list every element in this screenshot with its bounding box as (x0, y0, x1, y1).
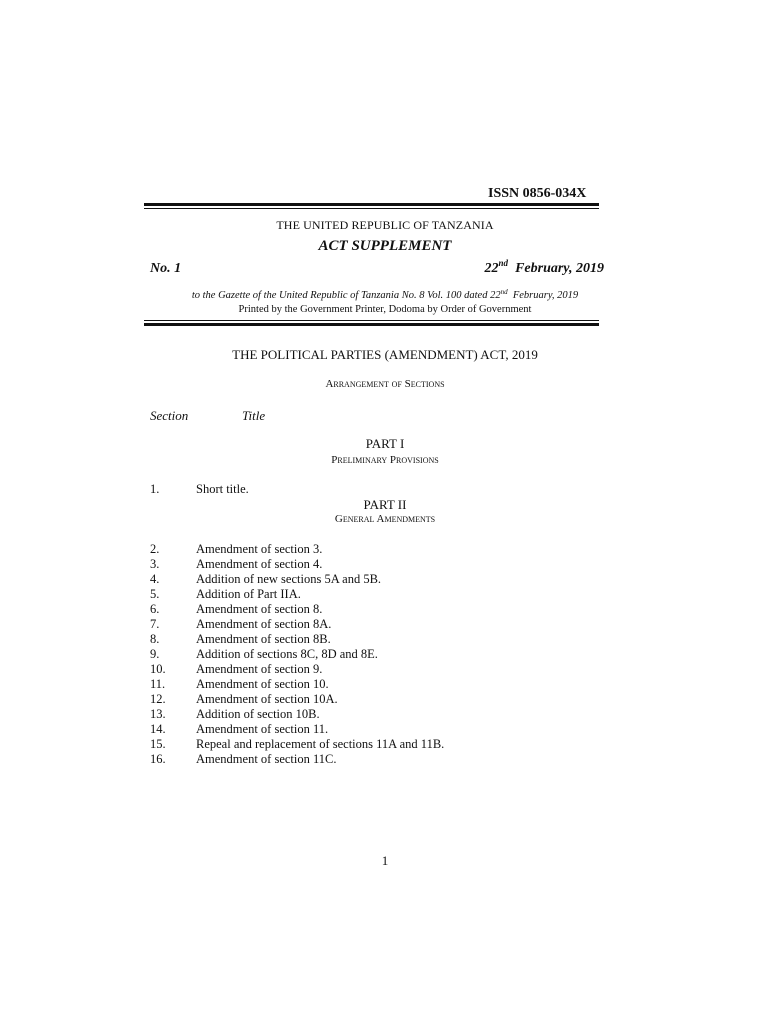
section-title: Amendment of section 4. (196, 557, 323, 571)
section-number: 11. (150, 677, 166, 691)
supplement-date (484, 258, 604, 277)
section-title: Amendment of section 10A. (196, 692, 338, 706)
act-title: THE POLITICAL PARTIES (AMENDMENT) ACT, 2019 (232, 347, 538, 362)
section-title: Amendment of section 8B. (196, 632, 331, 646)
list-item (0, 662, 770, 677)
header-rule-top-thick (144, 203, 599, 206)
header-rule-bottom-thin (144, 320, 599, 321)
section-title: Addition of section 10B. (196, 707, 320, 721)
part-1-subtitle: Preliminary Provisions (331, 454, 439, 466)
section-number: 10. (150, 662, 166, 676)
list-item (0, 587, 770, 602)
list-item (0, 752, 770, 767)
date-day: 22 (484, 261, 499, 276)
section-title: Addition of new sections 5A and 5B. (196, 572, 382, 586)
section-title: Amendment of section 8A. (196, 617, 332, 631)
section-number: 7. (150, 617, 160, 631)
supplement-heading: ACT SUPPLEMENT (318, 238, 452, 254)
header-rule-bottom-thick (144, 323, 599, 326)
list-item (0, 542, 770, 557)
list-item (0, 692, 770, 707)
issn-number: ISSN 0856-034X (488, 186, 587, 201)
list-item (0, 557, 770, 572)
list-item (0, 722, 770, 737)
section-number: 12. (150, 692, 166, 706)
list-item (0, 602, 770, 617)
section-title: Amendment of section 10. (196, 677, 329, 691)
column-header-title: Title (242, 408, 266, 423)
republic-heading: THE UNITED REPUBLIC OF TANZANIA (276, 218, 494, 232)
page-number: 1 (381, 853, 389, 868)
section-title: Addition of sections 8C, 8D and 8E. (196, 647, 378, 661)
arrangement-heading: Arrangement of Sections (325, 378, 445, 390)
part-2-label: PART II (363, 497, 407, 512)
section-number: 9. (150, 647, 160, 661)
gazette-reference (0, 290, 770, 301)
part-2-subtitle: General Amendments (334, 513, 436, 525)
section-number: 4. (150, 572, 160, 586)
list-item (0, 572, 770, 587)
section-title: Addition of Part IIA. (196, 587, 301, 601)
section-number: 2. (150, 542, 160, 556)
printer-note: Printed by the Government Printer, Dodoma by Order of Government (238, 304, 532, 315)
column-header-section: Section (150, 408, 189, 423)
section-title: Short title. (196, 482, 249, 496)
section-number: 8. (150, 632, 160, 646)
section-number: 16. (150, 752, 166, 766)
section-title: Repeal and replacement of sections 11A and 11B. (196, 737, 445, 751)
gazette-prefix: to the Gazette of the United Republic of Tanzania No. 8 Vol. 100 dated 22 (191, 290, 501, 301)
supplement-number: No. 1 (150, 261, 182, 276)
section-title: Amendment of section 11. (196, 722, 329, 736)
section-number: 15. (150, 737, 166, 751)
section-number: 6. (150, 602, 160, 616)
list-item (0, 707, 770, 722)
header-rule-top-thin (144, 208, 599, 209)
section-title: Amendment of section 8. (196, 602, 323, 616)
list-item (0, 737, 770, 752)
gazette-suffix: nd (500, 288, 508, 296)
gazette-rest: February, 2019 (512, 290, 579, 301)
list-item (0, 482, 770, 497)
date-rest: February, 2019 (515, 261, 604, 276)
section-number: 5. (150, 587, 160, 601)
section-number: 14. (150, 722, 166, 736)
section-title: Amendment of section 11C. (196, 752, 337, 766)
list-item (0, 647, 770, 662)
list-item (0, 677, 770, 692)
section-title: Amendment of section 9. (196, 662, 323, 676)
list-item (0, 617, 770, 632)
section-number: 1. (150, 482, 160, 496)
section-number: 13. (150, 707, 166, 721)
list-item (0, 632, 770, 647)
section-title: Amendment of section 3. (196, 542, 323, 556)
part-1-label: PART I (365, 436, 405, 451)
section-number: 3. (150, 557, 160, 571)
date-suffix: nd (498, 258, 509, 268)
